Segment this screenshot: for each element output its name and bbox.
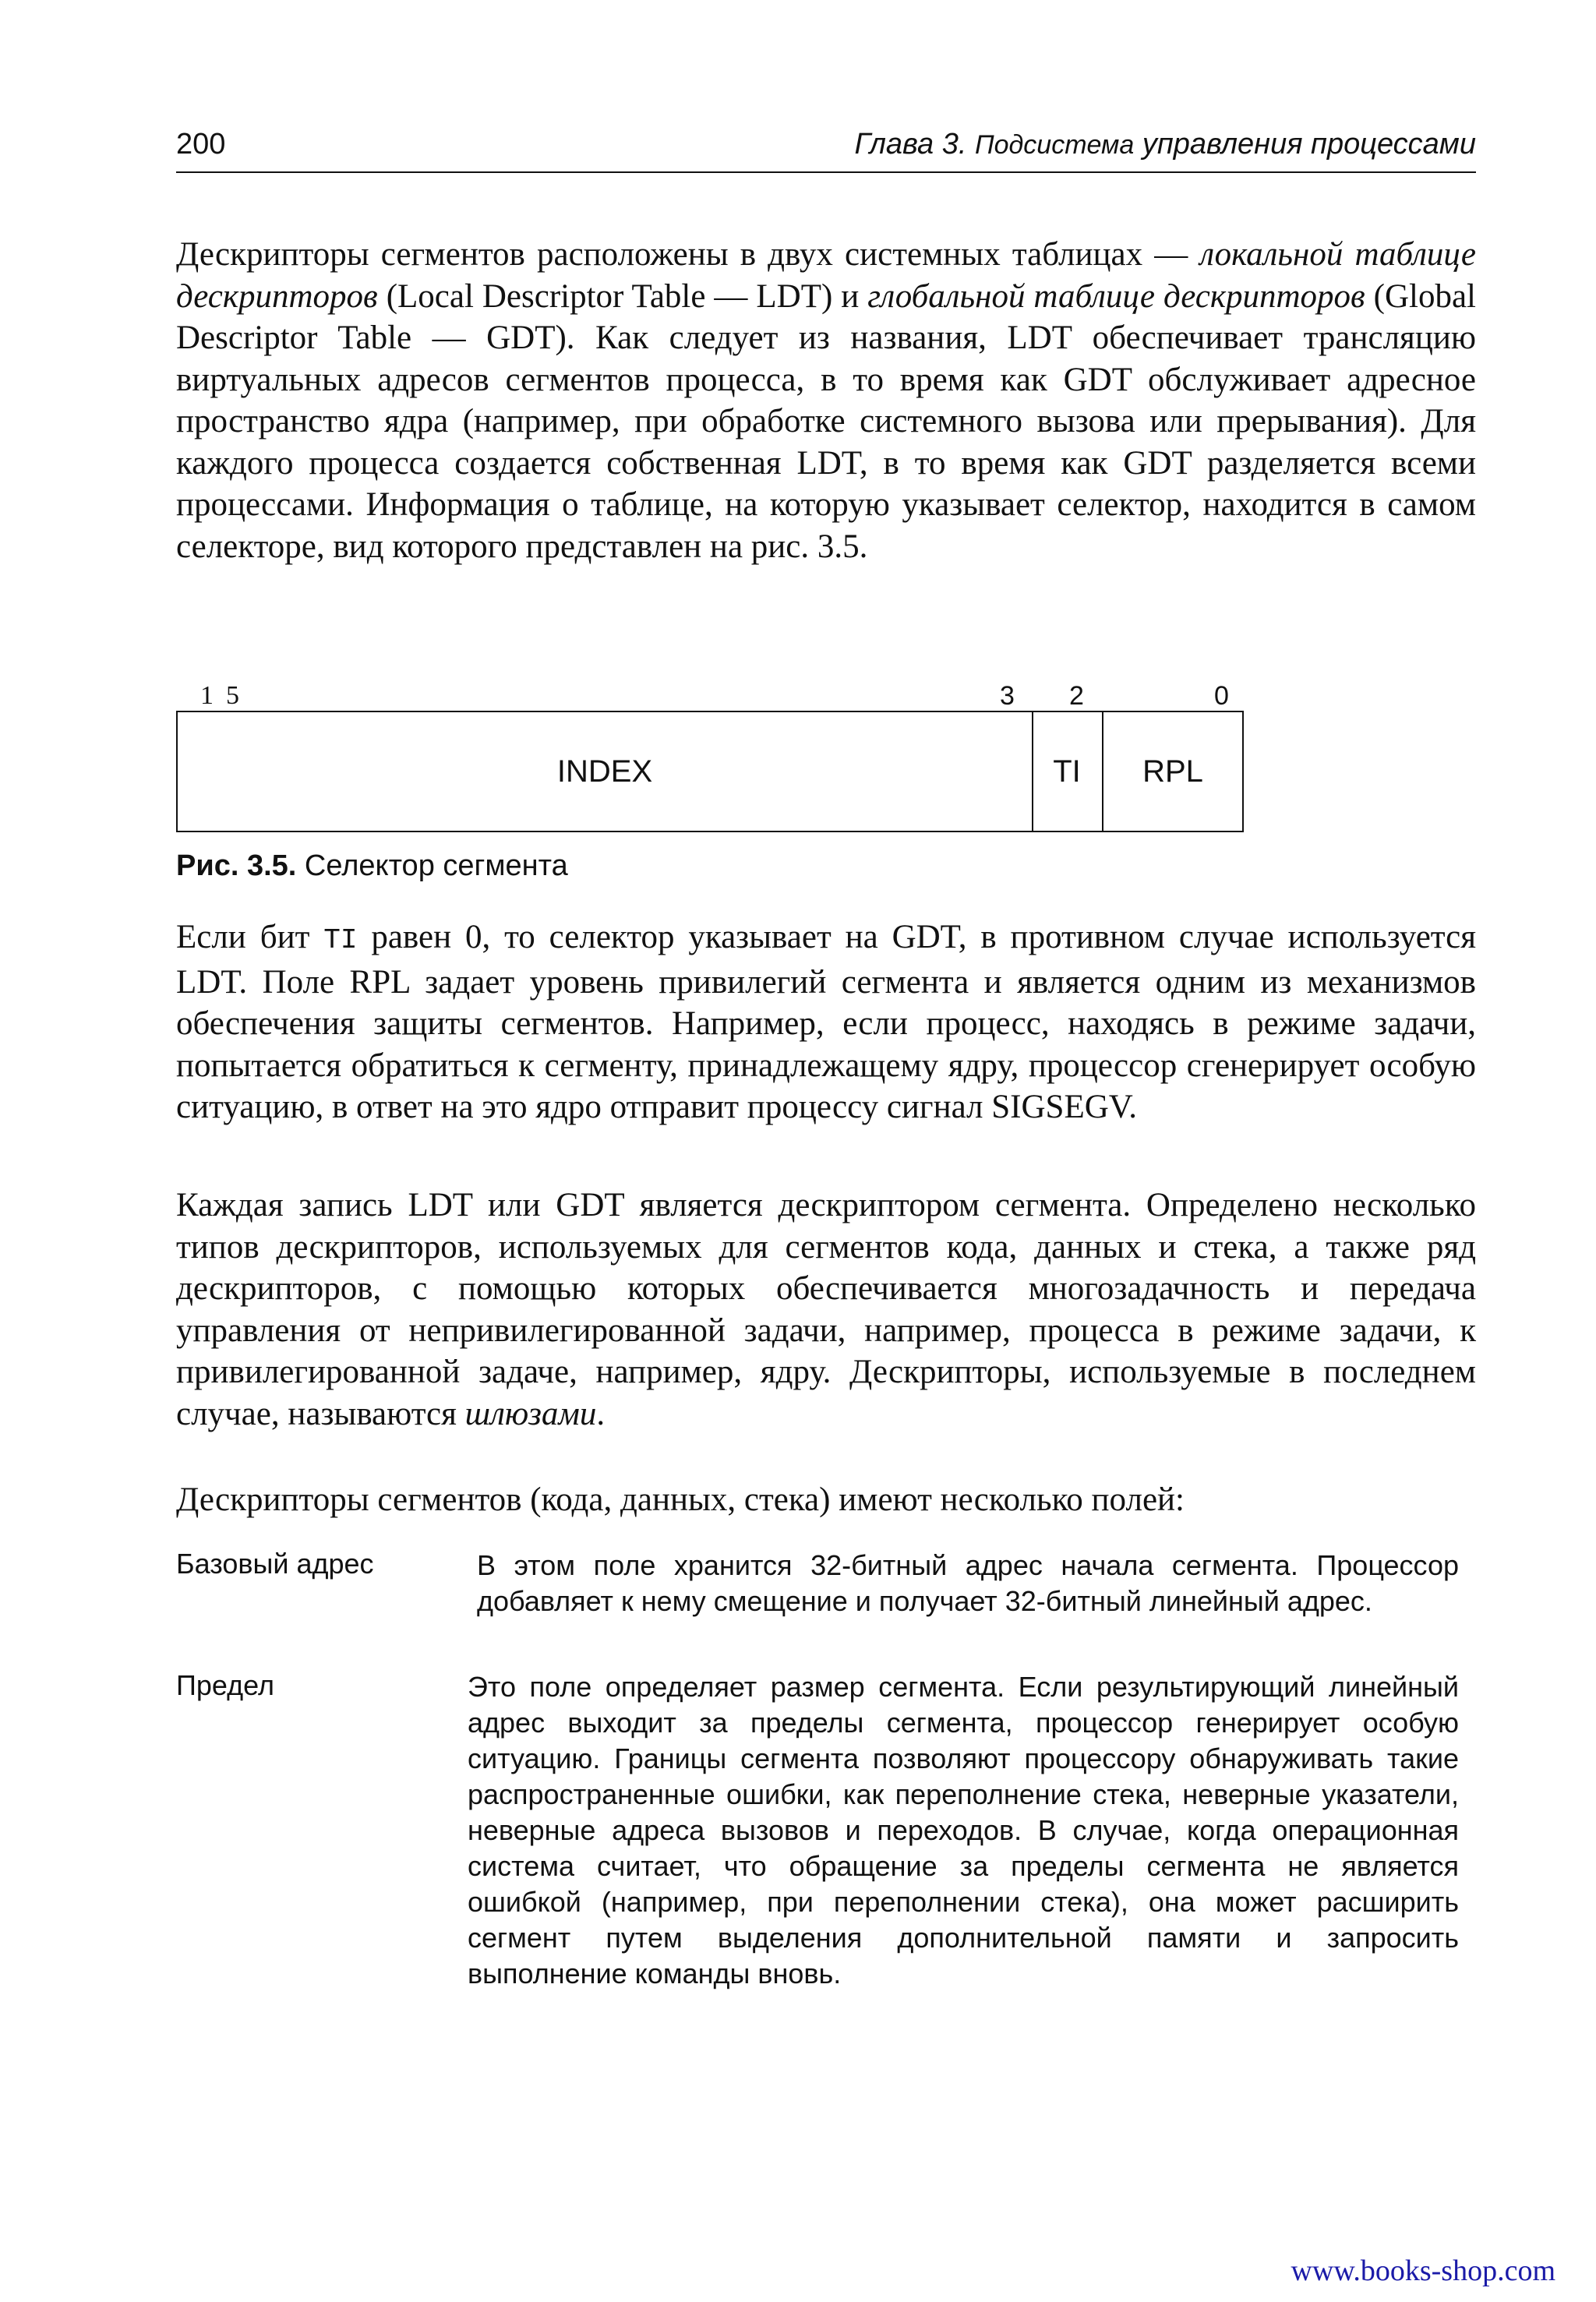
p2-text-2: равен 0, то селектор указывает на GDT, в противном случае используется LDT. Поле RPL задает уровень привилегий сегмента и является одним из механизмов обеспечения защиты сегментов. Например, если процесс, находясь в режиме задачи, попытается обратиться к сегменту, принадлежащему ядру, процессор сгенерирует особую ситуацию, в ответ на это ядро отправит процессу сигнал SIGSEGV. bbox=[176, 919, 1476, 1125]
field-index: INDEX bbox=[178, 712, 1033, 831]
chapter-label: Глава 3. bbox=[854, 128, 967, 161]
page-number: 200 bbox=[176, 128, 226, 161]
caption-text: Селектор сегмента bbox=[304, 849, 568, 882]
p3-text-2: . bbox=[596, 1395, 606, 1432]
paragraph-fields-intro: Дескрипторы сегментов (кода, данных, стека) имеют несколько полей: bbox=[176, 1481, 1185, 1518]
definition-term: Предел bbox=[176, 1669, 274, 1701]
p2-code-ti: TI bbox=[323, 924, 358, 956]
paragraph-ti-bit bbox=[176, 916, 1476, 1128]
definition-text: В этом поле хранится 32-битный адрес начала сегмента. Процессор добавляет к нему смещение и получает 32-битный линейный адрес. bbox=[477, 1549, 1459, 1617]
paragraph-descriptor-types bbox=[176, 1185, 1476, 1435]
running-title bbox=[854, 128, 1476, 161]
p1-text-1: Дескрипторы сегментов расположены в двух системных таблицах — bbox=[176, 236, 1200, 273]
bit-label-15: 15 bbox=[200, 681, 252, 710]
p1-term-gdt: глобальной таблице дескрипторов bbox=[867, 277, 1365, 315]
p1-text-3: (Global Descriptor Table — GDT). Как следует из названия, LDT обеспечивает трансляцию виртуальных адресов сегментов процесса, в то время как GDT обслуживает адресное пространство ядра (например, при обработке системного вызова или прерывания). Для каждого процесса создается собственная LDT, в то время как GDT разделяется всеми процессами. Информация о таблице, на которую указывает селектор, находится в самом селекторе, вид которого представлен на рис. 3.5. bbox=[176, 277, 1476, 565]
segment-selector-diagram bbox=[176, 711, 1244, 832]
p3-term-gates: шлюзами bbox=[464, 1395, 597, 1432]
running-header bbox=[176, 125, 1476, 173]
figure-caption bbox=[176, 849, 568, 883]
section-small: Подсистема bbox=[974, 130, 1135, 160]
definition-term: Базовый адрес bbox=[176, 1548, 374, 1580]
field-rpl: RPL bbox=[1142, 754, 1203, 789]
section-rest: управления процессами bbox=[1142, 128, 1476, 161]
bit-label-0: 0 bbox=[1214, 681, 1229, 711]
bit-label-2: 2 bbox=[1069, 681, 1084, 711]
p2-text-1: Если бит bbox=[176, 919, 324, 955]
watermark-link: www.books-shop.com bbox=[1291, 2254, 1555, 2287]
field-ti: TI bbox=[1032, 712, 1103, 831]
caption-label: Рис. 3.5. bbox=[176, 849, 297, 882]
bit-label-3: 3 bbox=[1000, 681, 1015, 711]
paragraph-descriptor-tables bbox=[176, 234, 1476, 567]
p1-term-ldt: локальной таблице дескрипторов bbox=[176, 236, 1476, 315]
p1-text-2: (Local Descriptor Table — LDT) и bbox=[377, 277, 868, 315]
definition-text: Это поле определяет размер сегмента. Если результирующий линейный адрес выходит за пределы сегмента, процессор генерирует особую ситуацию. Границы сегмента позволяют процессору обнаруживать такие распространенные ошибки, как переполнение стека, неверные указатели, неверные адреса вызовов и переходов. В случае, когда операционная система считает, что обращение за пределы сегмента не является ошибкой (например, при переполнении стека), она может расширить сегмент путем выделения дополнительной памяти и запросить выполнение команды вновь. bbox=[468, 1671, 1459, 1990]
p3-text-1: Каждая запись LDT или GDT является дескриптором сегмента. Определено несколько типов дескрипторов, используемых для сегментов кода, данных и стека, а также ряд дескрипторов, с помощью которых обеспечивается многозадачность и передача управления от непривилегированной задачи, например, процесса в режиме задачи, к привилегированной задаче, например, ядру. Дескрипторы, используемые в последнем случае, называются bbox=[176, 1187, 1476, 1432]
